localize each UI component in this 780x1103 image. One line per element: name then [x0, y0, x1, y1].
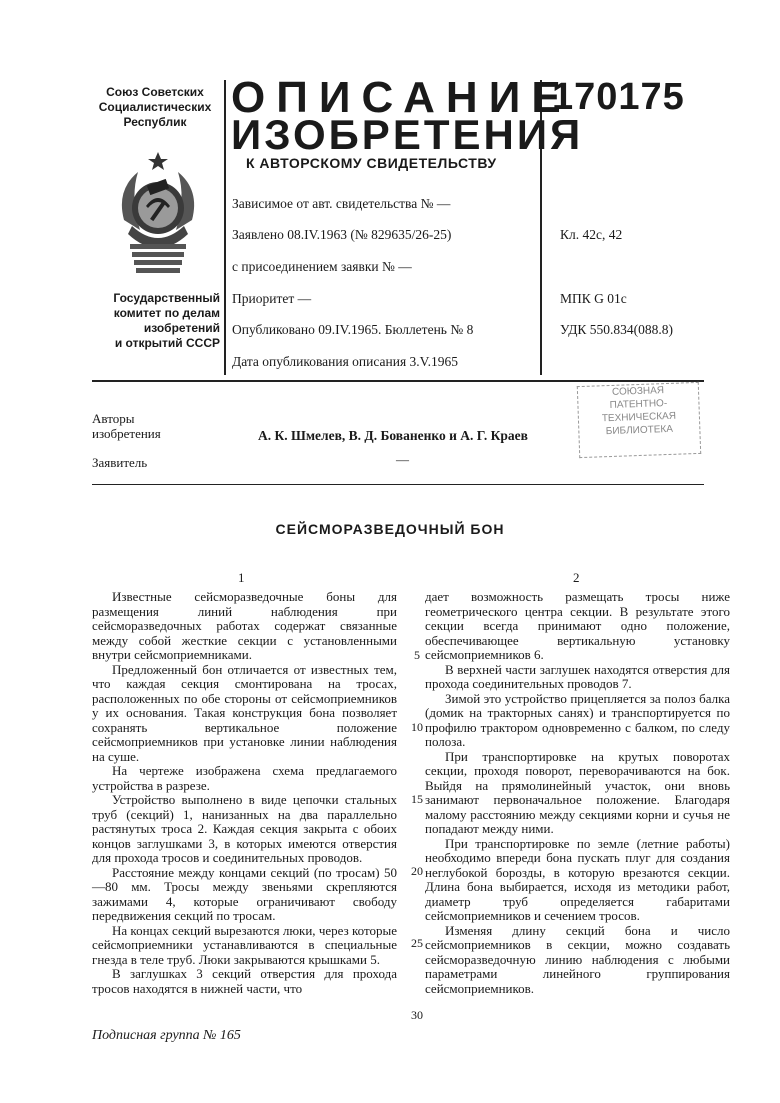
header-divider-left — [224, 80, 226, 375]
title-line-2: ИЗОБРЕТЕНИЯ — [231, 111, 584, 158]
paragraph: Предложенный бон отличается от известных тем, что каждая секция смонтирована на тросах, расположенных по обе стороны от сейсмоприемников у их основания. Такая конструкция бона позволяет сохранять вертикальное положение сейсмоприемников при установке линии наблюдения на суше. — [92, 661, 397, 764]
paragraph: Известные сейсморазведочные боны для размещения линий наблюдения при сейсморазведочных работах содержат связанные между собой жесткие секции с установленными внутри сейсмоприемниками. — [92, 589, 397, 662]
column-2-number: 2 — [573, 570, 580, 585]
column-2 — [425, 590, 730, 996]
attached-line: с присоединением заявки № — — [232, 259, 412, 274]
committee-name: Государственный комитет по делам изобретений и открытий СССР — [113, 291, 220, 350]
paragraph: В верхней части заглушек находятся отверстия для прохода соединительных проводов 7. — [425, 661, 730, 691]
description-date-line: Дата опубликования описания 3.V.1965 — [232, 354, 459, 369]
line-number: 10 — [411, 720, 423, 734]
line-number: 20 — [411, 864, 423, 878]
header-rule — [92, 380, 704, 382]
title-line-1: ОПИСАНИЕ — [231, 73, 572, 122]
subscription-group: Подписная группа № 165 — [92, 1028, 241, 1043]
published-line: Опубликовано 09.IV.1965. Бюллетень № 8 — [232, 322, 474, 337]
paragraph: Зимой это устройство прицепляется за полоз балка (домик на тракторных санях) и транспортируется по профилю трактором одновременно с балком, по следу полоза. — [425, 690, 730, 749]
paragraph: Изменяя длину секций бона и число сейсмоприемников в секции, можно создавать сейсморазведочную линию наблюдения с любыми параметрами линейного группирования сейсмоприемников. — [425, 922, 730, 996]
paragraph: В заглушках 3 секций отверстия для прохода тросов находятся в нижней части, что — [92, 966, 397, 996]
document-title: СЕЙСМОРАЗВЕДОЧНЫЙ БОН — [275, 521, 505, 537]
paragraph: Устройство выполнено в виде цепочки стальных труб (секций) 1, нанизанных на два параллельно растянутых троса 2. Каждая секция закрыта с обоих концов заглушками 3, в которых имеются отверстия для прохода тросов и соединительных проводов. — [92, 792, 397, 865]
paragraph: При транспортировке на крутых поворотах секции, проходя поворот, переворачиваются на бок. Выйдя на прямолинейный участок, они вновь занимают первоначальное положение. Благодаря малому расстоянию между секциями корни и сучья не попадают между ними. — [425, 748, 730, 836]
subtitle: К АВТОРСКОМУ СВИДЕТЕЛЬСТВУ — [246, 155, 497, 171]
paragraph: На чертеже изображена схема предлагаемого устройства в разрезе. — [92, 763, 397, 793]
authors-rule — [92, 484, 704, 485]
authors-names: А. К. Шмелев, В. Д. Бованенко и А. Г. Краев — [258, 428, 528, 443]
column-1-number: 1 — [238, 570, 245, 585]
library-stamp: СОЮЗНАЯ ПАТЕНТНО- ТЕХНИЧЕСКАЯ БИБЛИОТЕКА — [577, 382, 701, 458]
country-name: Союз Советских Социалистических Республик — [98, 85, 212, 129]
class-udk: УДК 550.834(088.8) — [560, 322, 674, 337]
paragraph: При транспортировке по земле (летние работы) необходимо впереди бона пускать плуг для создания неглубокой борозды, в которую врезаются секции. Длина бона выбирается, исходя из методики работ, диаметр труб определяется габаритами сейсмоприемников и сечением тросов. — [425, 835, 730, 923]
line-number: 15 — [411, 792, 423, 806]
line-number: 30 — [411, 1008, 423, 1022]
ussr-emblem-icon — [110, 150, 206, 280]
patent-number: 170175 — [552, 76, 685, 118]
authors-label: Авторы изобретения — [92, 411, 161, 441]
applicant-label: Заявитель — [92, 455, 148, 470]
line-number: 25 — [411, 936, 423, 950]
line-number: 5 — [414, 648, 420, 662]
applicant-value: — — [396, 452, 409, 467]
filed-line: Заявлено 08.IV.1963 (№ 829635/26-25) — [232, 227, 452, 242]
paragraph: дает возможность размещать тросы ниже геометрического центра секции. В результате этого секции всегда принимают одно положение, обеспечивающее вертикальную установку сейсмоприемников 6. — [425, 589, 730, 662]
paragraph: Расстояние между концами секций (по тросам) 50—80 мм. Тросы между звеньями скрепляются зажимами 4, которые ограничивают свободу передвижения секций по тросам. — [92, 864, 397, 923]
class-mpk: МПК G 01с — [560, 291, 627, 306]
column-1 — [92, 590, 397, 996]
class-kl: Кл. 42с, 42 — [560, 227, 623, 242]
dependent-line: Зависимое от авт. свидетельства № — — [232, 196, 451, 211]
paragraph: На концах секций вырезаются люки, через которые сейсмоприемники устанавливаются в специальные гнезда в теле труб. Люки закрываются крышками 5. — [92, 922, 397, 967]
priority-line: Приоритет — — [232, 291, 312, 306]
